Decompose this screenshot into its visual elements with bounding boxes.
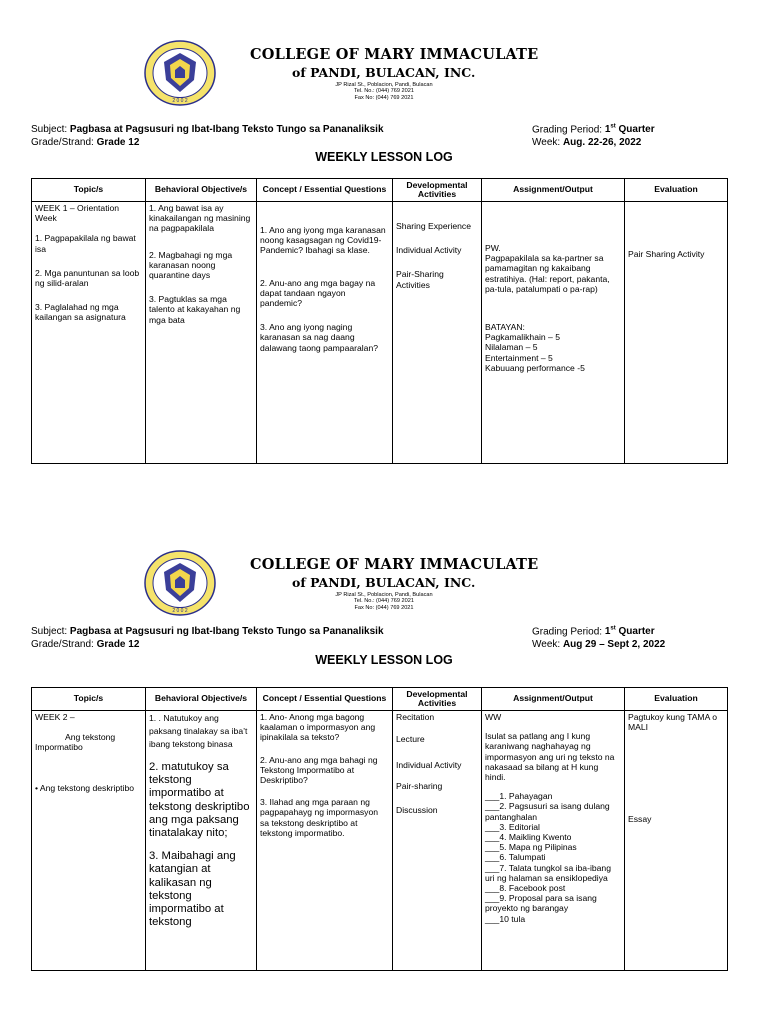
- svg-text:2 0 0 2: 2 0 0 2: [172, 608, 188, 614]
- weekly-lesson-log-title: WEEKLY LESSON LOG: [315, 653, 453, 667]
- weekly-lesson-log-title: WEEKLY LESSON LOG: [315, 150, 453, 164]
- topics-cell: WEEK 2 – Ang tekstong Impormatibo • Ang tekstong deskriptibo: [32, 711, 146, 971]
- college-location: of PANDI, BULACAN, INC.: [292, 65, 476, 80]
- college-fax: Fax No: (044) 769 2021: [354, 605, 414, 611]
- column-header: Topic/s: [32, 688, 146, 711]
- table-row: [32, 711, 728, 971]
- week-line: Week: Aug 29 – Sept 2, 2022: [532, 639, 666, 650]
- week-line: Week: Aug. 22-26, 2022: [532, 137, 642, 148]
- column-header: Developmental Activities: [393, 688, 482, 711]
- college-tel: Tel. No.: (044) 769 2021: [353, 88, 414, 94]
- evaluation-cell: Pair Sharing Activity: [625, 202, 728, 464]
- column-header: Assignment/Output: [482, 688, 625, 711]
- questions-cell: 1. Ano ang iyong mga karanasan noong kasagsagan ng Covid19-Pandemic? Ibahagi sa klase. 2. Anu-ano ang mga bagay na dapat tandaan ngayon pandemic? 3. Ano ang iyong naging karanasan sa nag daang dalawang taong pampaaralan?: [257, 202, 393, 464]
- college-seal-logo: [144, 550, 216, 616]
- evaluation-cell: Pagtukoy kung TAMA o MALI Essay: [625, 711, 728, 971]
- college-name: COLLEGE OF MARY IMMACULATE: [250, 556, 539, 573]
- college-fax: Fax No: (044) 769 2021: [354, 95, 414, 101]
- table-row: [32, 202, 728, 464]
- topics-cell: WEEK 1 – Orientation Week 1. Pagpapakilala ng bawat isa 2. Mga panuntunan sa loob ng silid-aralan 3. Paglalahad ng mga kailangan sa asignatura: [32, 202, 146, 464]
- column-header: Topic/s: [32, 179, 146, 202]
- column-header: Concept / Essential Questions: [257, 688, 393, 711]
- activities-cell: Recitation Lecture Individual Activity Pair-sharing Discussion: [393, 711, 482, 971]
- column-header: Evaluation: [625, 179, 728, 202]
- grading-period-line: Grading Period: 1st Quarter: [532, 626, 655, 638]
- college-address: JP Rizal St., Poblacion, Pandi, Bulacan: [335, 82, 433, 88]
- column-header: Assignment/Output: [482, 179, 625, 202]
- college-seal-logo: [144, 40, 216, 106]
- assignment-cell: WW Isulat sa patlang ang I kung karaniwang naghahayag ng impormasyon ang uri ng teksto na nakasaad sa bilang at H kung hindi. ___1. Pahayagan ___2. Pagsusuri sa isang dulang pantanghalan ___3. Editorial ___4. Maikling Kwento ___5. Mapa ng Pilipinas ___6. Talumpati ___7. Talata tungkol sa iba-ibang uri ng halaman sa ensiklopediya ___8. Facebook post ___9. Proposal para sa isang proyekto ng barangay ___10 tula: [482, 711, 625, 971]
- column-header: Concept / Essential Questions: [257, 179, 393, 202]
- lesson-log-table: [31, 687, 728, 971]
- svg-text:2 0 0 2: 2 0 0 2: [172, 98, 188, 104]
- questions-cell: 1. Ano- Anong mga bagong kaalaman o impormasyon ang ipinakilala sa teksto? 2. Anu-ano ang mga bahagi ng Tekstong Impormatibo at Deskriptibo? 3. Ilahad ang mga paraan ng pagpapahayg ng impormasyon sa tekstong deskriptibo at tekstong impormatibo.: [257, 711, 393, 971]
- grade-line: Grade/Strand: Grade 12: [31, 137, 140, 148]
- college-location: of PANDI, BULACAN, INC.: [292, 575, 476, 590]
- table-header-row: [32, 688, 728, 711]
- grade-line: Grade/Strand: Grade 12: [31, 639, 140, 650]
- column-header: Evaluation: [625, 688, 728, 711]
- grading-period-line: Grading Period: 1st Quarter: [532, 124, 655, 136]
- table-header-row: [32, 179, 728, 202]
- college-address: JP Rizal St., Poblacion, Pandi, Bulacan: [335, 592, 433, 598]
- college-name: COLLEGE OF MARY IMMACULATE: [250, 46, 539, 63]
- objectives-cell: 1. . Natutukoy ang paksang tinalakay sa iba’t ibang tekstong binasa 2. matutukoy sa tekstong impormatibo at tekstong deskriptibo ang mga paksang tinatalakay nito; 3. Maibahagi ang katangian at kalikasan ng tekstong impormatibo at tekstong: [146, 711, 257, 971]
- column-header: Behavioral Objective/s: [146, 179, 257, 202]
- column-header: Developmental Activities: [393, 179, 482, 202]
- subject-line: Subject: Pagbasa at Pagsusuri ng Ibat-Ibang Teksto Tungo sa Pananaliksik: [31, 626, 384, 637]
- activities-cell: Sharing Experience Individual Activity Pair-Sharing Activities: [393, 202, 482, 464]
- subject-line: Subject: Pagbasa at Pagsusuri ng Ibat-Ibang Teksto Tungo sa Pananaliksik: [31, 124, 384, 135]
- assignment-cell: PW. Pagpapakilala sa ka-partner sa pamamagitan ng kakaibang estratihiya. (Hal: report, pakanta, pa-tula, patalumpati o pa-rap) BATAYAN: Pagkamalikhain – 5 Nilalaman – 5 Entertainment – 5 Kabuuang performance -5: [482, 202, 625, 464]
- column-header: Behavioral Objective/s: [146, 688, 257, 711]
- college-tel: Tel. No.: (044) 769 2021: [353, 598, 414, 604]
- lesson-log-table: [31, 178, 728, 464]
- objectives-cell: 1. Ang bawat isa ay kinakailangan ng masining na pagpapakilala 2. Magbahagi ng mga karanasan noong quarantine days 3. Pagtuklas sa mga talento at kakayahan ng mga bata: [146, 202, 257, 464]
